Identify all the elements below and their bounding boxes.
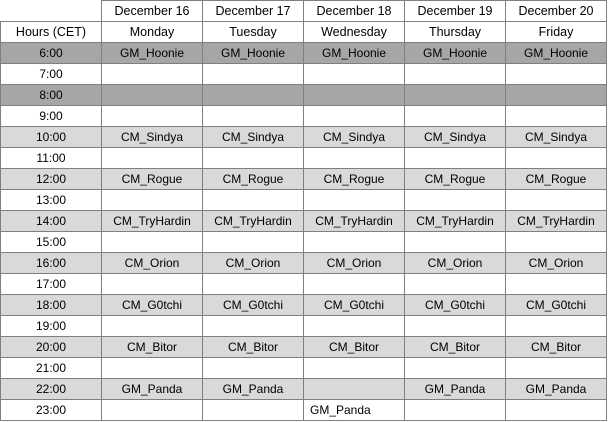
weekday-header-cell[interactable]: Monday: [102, 22, 203, 43]
date-header-cell[interactable]: December 18: [304, 1, 405, 22]
schedule-cell[interactable]: [506, 358, 607, 379]
schedule-cell[interactable]: [506, 316, 607, 337]
table-row: [1, 253, 607, 274]
schedule-cell[interactable]: [506, 148, 607, 169]
weekday-header-cell[interactable]: Tuesday: [203, 22, 304, 43]
schedule-cell[interactable]: CM_Rogue: [506, 169, 607, 190]
hour-cell[interactable]: 9:00: [1, 106, 102, 127]
weekday-header-row: [1, 22, 607, 43]
schedule-cell[interactable]: CM_Bitor: [102, 337, 203, 358]
schedule-cell[interactable]: CM_Rogue: [304, 169, 405, 190]
hours-column-header[interactable]: Hours (CET): [1, 22, 102, 43]
schedule-cell[interactable]: [102, 106, 203, 127]
table-row: [1, 316, 607, 337]
table-row: [1, 190, 607, 211]
corner-cell: [1, 1, 102, 22]
table-row: [1, 148, 607, 169]
schedule-cell[interactable]: [102, 400, 203, 421]
schedule-cell[interactable]: [102, 148, 203, 169]
schedule-cell[interactable]: CM_Bitor: [405, 337, 506, 358]
hour-cell[interactable]: 11:00: [1, 148, 102, 169]
schedule-cell[interactable]: CM_TryHardin: [102, 211, 203, 232]
schedule-cell[interactable]: GM_Hoonie: [102, 43, 203, 64]
schedule-cell[interactable]: CM_Rogue: [405, 169, 506, 190]
schedule-cell[interactable]: [304, 379, 405, 400]
schedule-cell[interactable]: CM_Orion: [405, 253, 506, 274]
schedule-cell[interactable]: [506, 85, 607, 106]
schedule-cell[interactable]: CM_TryHardin: [506, 211, 607, 232]
schedule-cell[interactable]: [506, 400, 607, 421]
table-row: [1, 43, 607, 64]
schedule-cell[interactable]: [304, 274, 405, 295]
schedule-cell[interactable]: [304, 232, 405, 253]
schedule-cell[interactable]: [304, 190, 405, 211]
schedule-cell[interactable]: [203, 85, 304, 106]
schedule-cell[interactable]: [304, 358, 405, 379]
schedule-cell[interactable]: GM_Hoonie: [203, 43, 304, 64]
hour-cell[interactable]: 20:00: [1, 337, 102, 358]
schedule-cell[interactable]: [405, 148, 506, 169]
schedule-cell[interactable]: CM_Orion: [304, 253, 405, 274]
schedule-cell[interactable]: [102, 274, 203, 295]
hour-cell[interactable]: 12:00: [1, 169, 102, 190]
schedule-cell[interactable]: CM_G0tchi: [405, 295, 506, 316]
schedule-cell[interactable]: [203, 358, 304, 379]
table-row: [1, 169, 607, 190]
schedule-cell[interactable]: [405, 400, 506, 421]
schedule-cell[interactable]: CM_Sindya: [102, 127, 203, 148]
schedule-cell[interactable]: GM_Hoonie: [506, 43, 607, 64]
schedule-cell[interactable]: CM_G0tchi: [304, 295, 405, 316]
table-row: [1, 127, 607, 148]
schedule-cell[interactable]: [203, 316, 304, 337]
table-row: [1, 211, 607, 232]
date-header-cell[interactable]: December 20: [506, 1, 607, 22]
schedule-cell[interactable]: CM_Bitor: [203, 337, 304, 358]
schedule-cell[interactable]: GM_Hoonie: [405, 43, 506, 64]
table-row: [1, 295, 607, 316]
schedule-cell[interactable]: [304, 316, 405, 337]
weekday-header-cell[interactable]: Wednesday: [304, 22, 405, 43]
hour-cell[interactable]: 15:00: [1, 232, 102, 253]
schedule-cell[interactable]: CM_TryHardin: [405, 211, 506, 232]
hour-cell[interactable]: 6:00: [1, 43, 102, 64]
schedule-cell[interactable]: CM_Bitor: [304, 337, 405, 358]
hour-cell[interactable]: 18:00: [1, 295, 102, 316]
hour-cell[interactable]: 10:00: [1, 127, 102, 148]
schedule-cell[interactable]: [304, 85, 405, 106]
schedule-cell[interactable]: [304, 148, 405, 169]
hour-cell[interactable]: 23:00: [1, 400, 102, 421]
table-row: [1, 232, 607, 253]
schedule-cell[interactable]: GM_Panda: [405, 379, 506, 400]
schedule-cell[interactable]: [405, 232, 506, 253]
schedule-cell[interactable]: [405, 358, 506, 379]
weekday-header-cell[interactable]: Friday: [506, 22, 607, 43]
schedule-cell[interactable]: [203, 274, 304, 295]
schedule-cell[interactable]: GM_Hoonie: [304, 43, 405, 64]
schedule-cell[interactable]: [102, 358, 203, 379]
schedule-cell[interactable]: [304, 106, 405, 127]
schedule-cell[interactable]: [102, 232, 203, 253]
date-header-row: [1, 1, 607, 22]
table-row: [1, 64, 607, 85]
schedule-cell[interactable]: CM_TryHardin: [304, 211, 405, 232]
hour-cell[interactable]: 13:00: [1, 190, 102, 211]
schedule-cell[interactable]: [405, 106, 506, 127]
schedule-cell[interactable]: CM_Sindya: [405, 127, 506, 148]
hour-cell[interactable]: 14:00: [1, 211, 102, 232]
schedule-cell[interactable]: [203, 400, 304, 421]
schedule-cell[interactable]: [405, 85, 506, 106]
schedule-cell[interactable]: [102, 85, 203, 106]
weekday-header-cell[interactable]: Thursday: [405, 22, 506, 43]
schedule-cell[interactable]: CM_Orion: [203, 253, 304, 274]
schedule-cell[interactable]: [506, 190, 607, 211]
schedule-cell[interactable]: CM_G0tchi: [102, 295, 203, 316]
schedule-cell[interactable]: [506, 232, 607, 253]
schedule-cell[interactable]: [405, 274, 506, 295]
schedule-cell[interactable]: CM_G0tchi: [506, 295, 607, 316]
schedule-cell[interactable]: [506, 274, 607, 295]
table-row: [1, 337, 607, 358]
date-header-cell[interactable]: December 16: [102, 1, 203, 22]
table-row: [1, 358, 607, 379]
schedule-cell[interactable]: [203, 190, 304, 211]
schedule-cell[interactable]: [102, 64, 203, 85]
schedule-cell[interactable]: [506, 106, 607, 127]
schedule-cell[interactable]: [102, 190, 203, 211]
schedule-cell[interactable]: GM_Panda: [304, 400, 405, 421]
hour-cell[interactable]: 19:00: [1, 316, 102, 337]
schedule-cell[interactable]: CM_Rogue: [102, 169, 203, 190]
schedule-cell[interactable]: CM_Sindya: [203, 127, 304, 148]
schedule-cell[interactable]: GM_Panda: [102, 379, 203, 400]
schedule-cell[interactable]: [304, 64, 405, 85]
hour-cell[interactable]: 16:00: [1, 253, 102, 274]
schedule-cell[interactable]: [203, 148, 304, 169]
schedule-cell[interactable]: CM_TryHardin: [203, 211, 304, 232]
schedule-cell[interactable]: [506, 64, 607, 85]
table-row: [1, 106, 607, 127]
schedule-cell[interactable]: [203, 232, 304, 253]
schedule-cell[interactable]: CM_Sindya: [304, 127, 405, 148]
schedule-cell[interactable]: [102, 316, 203, 337]
schedule-cell[interactable]: GM_Panda: [506, 379, 607, 400]
schedule-cell[interactable]: CM_Bitor: [506, 337, 607, 358]
schedule-cell[interactable]: [203, 64, 304, 85]
schedule-cell[interactable]: CM_Orion: [506, 253, 607, 274]
schedule-cell[interactable]: CM_Rogue: [203, 169, 304, 190]
table-row: [1, 379, 607, 400]
date-header-cell[interactable]: December 17: [203, 1, 304, 22]
hour-cell[interactable]: 8:00: [1, 85, 102, 106]
hour-cell[interactable]: 22:00: [1, 379, 102, 400]
schedule-cell[interactable]: CM_Orion: [102, 253, 203, 274]
table-row: [1, 85, 607, 106]
schedule-cell[interactable]: [405, 190, 506, 211]
hour-cell[interactable]: 21:00: [1, 358, 102, 379]
table-row: [1, 400, 607, 421]
schedule-cell[interactable]: [203, 106, 304, 127]
schedule-cell[interactable]: CM_Sindya: [506, 127, 607, 148]
hour-cell[interactable]: 7:00: [1, 64, 102, 85]
schedule-body: [1, 43, 607, 421]
date-header-cell[interactable]: December 19: [405, 1, 506, 22]
schedule-cell[interactable]: [405, 64, 506, 85]
schedule-cell[interactable]: CM_G0tchi: [203, 295, 304, 316]
hour-cell[interactable]: 17:00: [1, 274, 102, 295]
schedule-cell[interactable]: GM_Panda: [203, 379, 304, 400]
table-row: [1, 274, 607, 295]
schedule-cell[interactable]: [405, 316, 506, 337]
